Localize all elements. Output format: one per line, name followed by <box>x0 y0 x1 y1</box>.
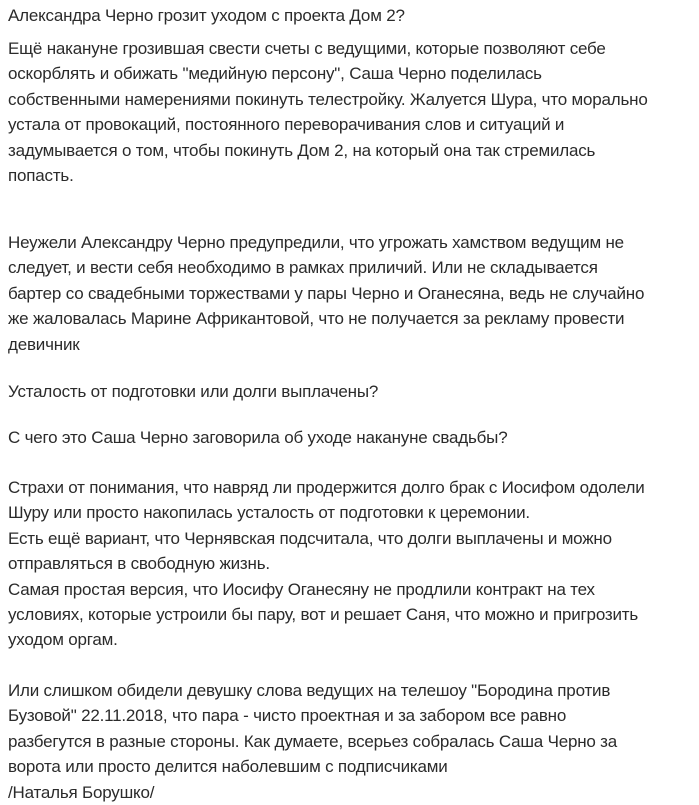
text-line: Ещё накануне грозившая свести счеты с ведущими, которые позволяют себе <box>8 39 606 58</box>
text-line: Неужели Александру Черно предупредили, что угрожать хамством ведущим не <box>8 233 624 252</box>
text-line: Есть ещё вариант, что Чернявская подсчитала, что долги выплачены и можно <box>8 528 612 548</box>
paragraph-warning <box>8 230 699 357</box>
text-line: же жаловалась Марине Африкантовой, что не получается за рекламу провести <box>8 309 625 329</box>
text-line: девичник <box>8 334 80 354</box>
text-line: оскорблять и обижать "медийную персону", Саша Черно поделилась <box>8 64 542 84</box>
text-line: Или слишком обидели девушку слова ведущих на телешоу "Бородина против <box>8 681 611 700</box>
text-line: уходом оргам. <box>8 630 118 650</box>
text-line: условиях, которые устроили бы пару, вот и решает Саня, что можно и пригрозить <box>8 604 639 624</box>
paragraph-versions <box>8 475 699 653</box>
paragraph-conclusion <box>8 678 699 805</box>
subheading-question-2 <box>8 425 699 450</box>
text-line: задумывается о том, чтобы покинуть Дом 2, на который она так стремилась <box>8 140 596 160</box>
text-line: попасть. <box>8 165 74 185</box>
text-line: Самая простая версия, что Иосифу Оганесяну не продлили контракт на тех <box>8 579 595 599</box>
title-text: Александра Черно грозит уходом с проекта Дом 2? <box>8 6 405 25</box>
text-line: бартер со свадебными торжествами у пары Черно и Оганесяна, ведь не случайно <box>8 283 645 303</box>
text-line: С чего это Саша Черно заговорила об уходе накануне свадьбы? <box>8 428 508 447</box>
subheading-question-1 <box>8 379 699 404</box>
text-line: Бузовой" 22.11.2018, что пара - чисто проектная и за забором все равно <box>8 706 567 726</box>
text-line: Страхи от понимания, что навряд ли продержится долго брак с Иосифом одолели <box>8 478 645 497</box>
paragraph-intro <box>8 36 699 188</box>
text-line: следует, и вести себя необходимо в рамках приличий. Или не складывается <box>8 258 598 278</box>
text-line: собственными намерениями покинуть телестройку. Жалуется Шура, что морально <box>8 89 648 109</box>
text-line: отправляться в свободную жизнь. <box>8 554 270 574</box>
author-signature: /Наталья Борушко/ <box>8 782 155 802</box>
article-title <box>8 3 699 28</box>
text-line: устала от провокаций, постоянного переворачивания слов и ситуаций и <box>8 115 565 135</box>
text-line: разбегутся в разные стороны. Как думаете, всерьез собралась Саша Черно за <box>8 731 618 751</box>
text-line: ворота или просто делится наболевшим с подписчиками <box>8 757 448 777</box>
text-line: Усталость от подготовки или долги выплачены? <box>8 382 379 401</box>
text-line: Шуру или просто накопилась усталость от подготовки к церемонии. <box>8 503 530 523</box>
